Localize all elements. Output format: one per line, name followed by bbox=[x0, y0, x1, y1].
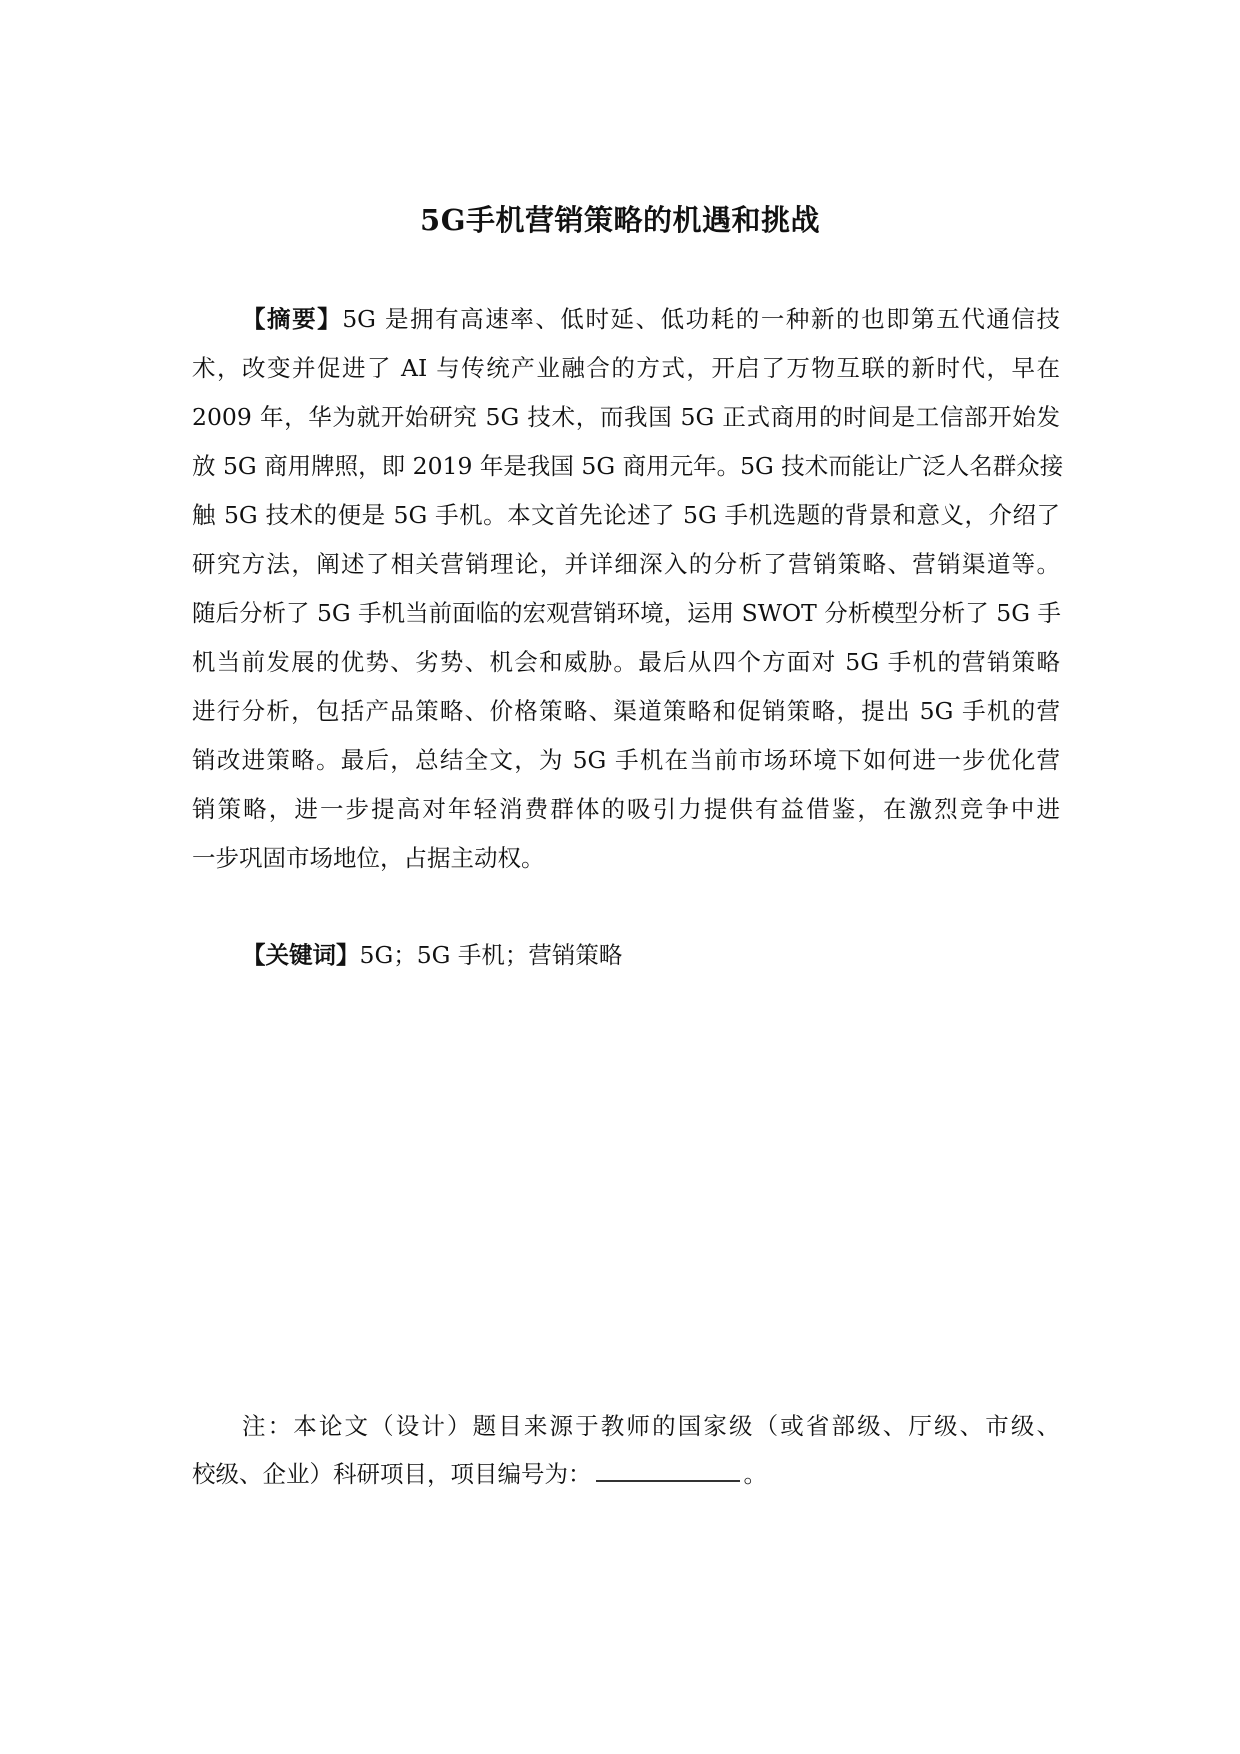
abstract-line bbox=[242, 295, 1060, 344]
keywords-line bbox=[242, 931, 1060, 980]
note-line-2 bbox=[192, 1450, 1060, 1499]
note-end: 。 bbox=[743, 1460, 767, 1488]
abstract-text: 5G 是拥有高速率、低时延、低功耗的一种新的也即第五代通信技 bbox=[342, 305, 1060, 333]
abstract-line: 放 5G 商用牌照，即 2019 年是我国 5G 商用元年。5G 技术而能让广泛人名群众接 bbox=[192, 452, 1064, 480]
abstract-line: 进行分析，包括产品策略、价格策略、渠道策略和促销策略，提出 5G 手机的营 bbox=[192, 697, 1060, 725]
abstract-line: 机当前发展的优势、劣势、机会和威胁。最后从四个方面对 5G 手机的营销策略 bbox=[192, 648, 1060, 676]
abstract-line: 随后分析了 5G 手机当前面临的宏观营销环境，运用 SWOT 分析模型分析了 5G 手 bbox=[192, 599, 1061, 627]
abstract-line: 一步巩固市场地位，占据主动权。 bbox=[192, 844, 545, 872]
keywords-label: 【关键词】 bbox=[242, 941, 360, 969]
note-line-1: 注：本论文（设计）题目来源于教师的国家级（或省部级、厅级、市级、 bbox=[242, 1412, 1060, 1440]
abstract-line: 2009 年，华为就开始研究 5G 技术，而我国 5G 正式商用的时间是工信部开始发 bbox=[192, 403, 1060, 431]
abstract-line: 销改进策略。最后，总结全文，为 5G 手机在当前市场环境下如何进一步优化营 bbox=[192, 746, 1060, 774]
abstract-line: 术，改变并促进了 AI 与传统产业融合的方式，开启了万物互联的新时代，早在 bbox=[192, 354, 1060, 382]
note-text: 校级、企业）科研项目，项目编号为： bbox=[192, 1460, 592, 1488]
abstract-label: 【摘要】 bbox=[242, 305, 343, 333]
keywords-text: 5G；5G 手机；营销策略 bbox=[359, 941, 623, 969]
project-number-blank bbox=[596, 1454, 740, 1482]
abstract-line: 触 5G 技术的便是 5G 手机。本文首先论述了 5G 手机选题的背景和意义，介绍了 bbox=[192, 501, 1060, 529]
abstract-line: 销策略，进一步提高对年轻消费群体的吸引力提供有益借鉴，在激烈竞争中进 bbox=[192, 795, 1060, 823]
abstract-line: 研究方法，阐述了相关营销理论，并详细深入的分析了营销策略、营销渠道等。 bbox=[192, 550, 1060, 578]
document-title: 5G手机营销策略的机遇和挑战 bbox=[420, 203, 820, 237]
